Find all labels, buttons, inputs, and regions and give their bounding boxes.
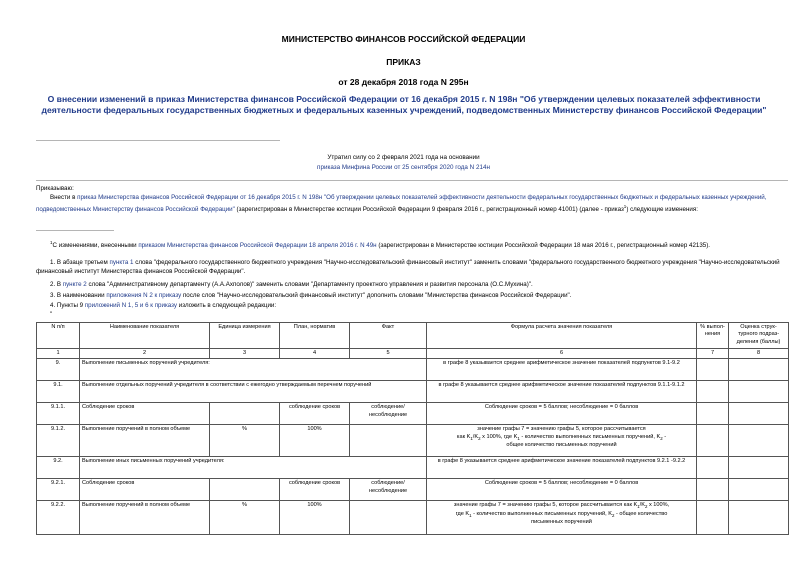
row-number: 9.2.2. xyxy=(37,501,80,535)
quote-mark: " xyxy=(50,311,53,318)
table-row xyxy=(37,457,789,479)
fact-value: соблюдение/ несоблюдение xyxy=(350,479,427,501)
title-order-link[interactable]: приказ Министерства финансов Российской Федерации от 16 декабря 2015 г. N 198н "Об утверждении целевых показателей эффективности деятельности федеральных государственных бюджетных и федеральных казенных учреждений, подведомственных Министерству финансов Российской Федерации" xyxy=(41,94,767,115)
table-row xyxy=(37,359,789,381)
column-number: 6 xyxy=(427,349,697,359)
row-number: 9.2.1. xyxy=(37,479,80,501)
item-4 xyxy=(36,301,788,310)
indicator-name: Выполнение поручений в полном объеме xyxy=(80,425,210,457)
empty-cell xyxy=(729,479,789,501)
empty-cell xyxy=(729,425,789,457)
empty-cell xyxy=(729,457,789,479)
empty-cell xyxy=(729,359,789,381)
indicator-name: Выполнение отдельных поручений учредителя в соответствии с ежегодно утверждаемым перечнем поручений xyxy=(80,381,427,403)
empty-cell xyxy=(697,479,729,501)
item-2 xyxy=(36,280,788,289)
formula-line: как $K_1/K_2$ x 100%, где $K_1$ - количество выполненных письменных поручений, $K_2$ - xyxy=(456,433,667,441)
item-text: 2. В xyxy=(50,281,63,288)
intro-text: Внести в xyxy=(50,194,78,201)
formula-line: где $K_1$ - количество выполненных письменных поручений, $K_2$ - общее количество xyxy=(455,510,668,518)
table-row xyxy=(37,403,789,425)
empty-cell xyxy=(697,381,729,403)
empty-cell xyxy=(697,403,729,425)
item-text: 3. В наименовании xyxy=(50,292,107,299)
footnote-marker: 1 xyxy=(623,204,627,210)
footnote-text: С изменениями, внесенными xyxy=(52,242,139,250)
indicator-name: Выполнение поручений в полном объеме xyxy=(80,501,210,535)
calculation-formula: Соблюдение сроков = 5 баллов; несоблюдение = 0 баллов xyxy=(427,403,697,425)
intro-paragraph xyxy=(36,193,788,214)
row-number: 9.2. xyxy=(37,457,80,479)
lost-force-link[interactable]: приказа Минфина России от 25 сентября 2020 года N 214н xyxy=(317,163,490,171)
footnote-order-link[interactable]: приказом Министерства финансов Российской Федерации 18 апреля 2016 г. N 49н xyxy=(138,242,377,250)
fact-value: соблюдение/ несоблюдение xyxy=(350,403,427,425)
header-cell: Факт xyxy=(350,323,427,349)
column-number: 1 xyxy=(37,349,80,359)
header-cell: Оценка струк- турного подраз- деления (баллы) xyxy=(729,323,789,349)
table-row xyxy=(37,479,789,501)
footnote-text: (зарегистрирован в Министерстве юстиции Российской Федерации 18 мая 2016 г., регистрационный номер 42135). xyxy=(376,242,711,250)
lost-force-text: Утратил силу со 2 февраля 2021 года на основании xyxy=(327,154,480,161)
header-cell: % выпол- нения xyxy=(697,323,729,349)
calculation-formula: в графе 8 указывается среднее арифметическое значение показателей подпунктов 9.2.1 -9.2.2 xyxy=(427,457,697,479)
calculation-formula xyxy=(427,425,697,457)
footnote-paragraph xyxy=(36,238,788,250)
item-text: слова "федерального государственного бюджетного учреждения "Научно-исследовательский финансовый институт" заменить словами "федерального государственного бюджетного учреждения "Научно-исследовательский финансовый институт Министерства финансов Российской Федерации". xyxy=(36,259,780,276)
item-3 xyxy=(36,291,788,300)
item-text: слова "Административному департаменту (А.А.Ахполов)" заменить словами "Департаменту проектного управления и развития персонала (О.С.Мухина)". xyxy=(86,281,533,288)
indicator-name: Соблюдение сроков xyxy=(80,403,210,425)
column-number: 4 xyxy=(280,349,350,359)
unit-value: % xyxy=(210,425,280,457)
unit-value: % xyxy=(210,501,280,535)
intro-text: (зарегистрирован в Министерстве юстиции Российской Федерации 9 февраля 2016 г., регистрационный номер 41001) (далее - приказ xyxy=(234,206,624,214)
calculation-formula xyxy=(427,501,697,535)
item-1-link[interactable]: пункта 1 xyxy=(109,259,134,266)
footnote-marker: 1 xyxy=(50,240,53,245)
separator-line xyxy=(36,180,788,181)
footnote-separator xyxy=(36,230,114,231)
calculation-formula: Соблюдение сроков = 5 баллов; несоблюдение = 0 баллов xyxy=(427,479,697,501)
table-header-row xyxy=(37,323,789,349)
item-2-link[interactable]: пункте 2 xyxy=(62,281,87,288)
formula-line: значение графы 7 = значению графы 5, которое рассчитывается как $K_1/K_2$ x 100%, xyxy=(453,502,670,510)
indicator-name: Выполнение письменных поручений учредителя: xyxy=(80,359,427,381)
fact-cell xyxy=(350,501,427,535)
plan-value: соблюдение сроков xyxy=(280,479,350,501)
item-text: изложить в следующей редакции: xyxy=(177,302,277,309)
indicator-name: Соблюдение сроков xyxy=(80,479,210,501)
row-number: 9.1.1. xyxy=(37,403,80,425)
ministry-name: МИНИСТЕРСТВО ФИНАНСОВ РОССИЙСКОЙ ФЕДЕРАЦИИ xyxy=(281,34,526,44)
item-text: 4. Пункты 9 xyxy=(50,302,85,309)
item-4-link[interactable]: приложений N 1, 5 и 6 к приказу xyxy=(84,302,178,309)
header-cell: N п/п xyxy=(37,323,80,349)
item-3-link[interactable]: приложения N 2 к приказу xyxy=(106,292,182,299)
header-cell: План, норматив xyxy=(280,323,350,349)
column-number: 7 xyxy=(697,349,729,359)
indicators-table xyxy=(36,322,789,535)
item-1 xyxy=(36,258,788,276)
lost-force-note xyxy=(0,153,807,172)
item-text: после слов "Научно-исследовательский финансовый институт" дополнить словами "Министерства финансов Российской Федерации". xyxy=(181,292,572,299)
formula-line: значение графы 7 = значению графы 5, которое рассчитывается xyxy=(477,426,646,433)
separator-line xyxy=(36,140,280,141)
header-cell: Единица измерения xyxy=(210,323,280,349)
table-row xyxy=(37,425,789,457)
column-number: 2 xyxy=(80,349,210,359)
empty-cell xyxy=(697,501,729,535)
intro-order-link[interactable]: приказ Министерства финансов Российской Федерации от 16 декабря 2015 г. N 198н "Об утверждении целевых показателей эффективности деятельности федеральных государственных бюджетных и федеральных казенных учреждений, подведомственных Министерству финансов Российской Федерации" xyxy=(36,194,767,214)
formula-line: общее количество письменных поручений xyxy=(506,442,617,448)
indicator-name: Выполнение иных письменных поручений учредителя: xyxy=(80,457,427,479)
row-number: 9.1. xyxy=(37,381,80,403)
empty-cell xyxy=(729,403,789,425)
column-number: 5 xyxy=(350,349,427,359)
calculation-formula: в графе 8 указывается среднее арифметическое значение показателей подпунктов 9.1.1-9.1.2 xyxy=(427,381,697,403)
table-row xyxy=(37,501,789,535)
unit-cell xyxy=(210,479,280,501)
plan-value: 100% xyxy=(280,501,350,535)
plan-value: соблюдение сроков xyxy=(280,403,350,425)
empty-cell xyxy=(697,457,729,479)
intro-text: ) следующие изменения: xyxy=(626,206,698,214)
row-number: 9. xyxy=(37,359,80,381)
column-number: 8 xyxy=(729,349,789,359)
item-text: 1. В абзаце третьем xyxy=(50,259,110,266)
fact-cell xyxy=(350,425,427,457)
header-cell: Формула расчета значения показателя xyxy=(427,323,697,349)
row-number: 9.1.2. xyxy=(37,425,80,457)
empty-cell xyxy=(729,501,789,535)
empty-cell xyxy=(697,359,729,381)
empty-cell xyxy=(729,381,789,403)
column-number: 3 xyxy=(210,349,280,359)
empty-cell xyxy=(697,425,729,457)
document-type: ПРИКАЗ xyxy=(386,57,421,67)
calculation-formula: в графе 8 указывается среднее арифметическое значение показателей подпунктов 9.1-9.2 xyxy=(427,359,697,381)
document-date-number: от 28 декабря 2018 года N 295н xyxy=(338,77,469,87)
title-prefix: О внесении изменений в xyxy=(47,94,156,104)
column-number-row xyxy=(37,349,789,359)
table-row xyxy=(37,381,789,403)
header-cell: Наименование показателя xyxy=(80,323,210,349)
order-word: Приказываю: xyxy=(36,185,74,192)
document-title xyxy=(30,94,778,116)
unit-cell xyxy=(210,403,280,425)
formula-line: письменных поручений xyxy=(531,519,592,526)
plan-value: 100% xyxy=(280,425,350,457)
